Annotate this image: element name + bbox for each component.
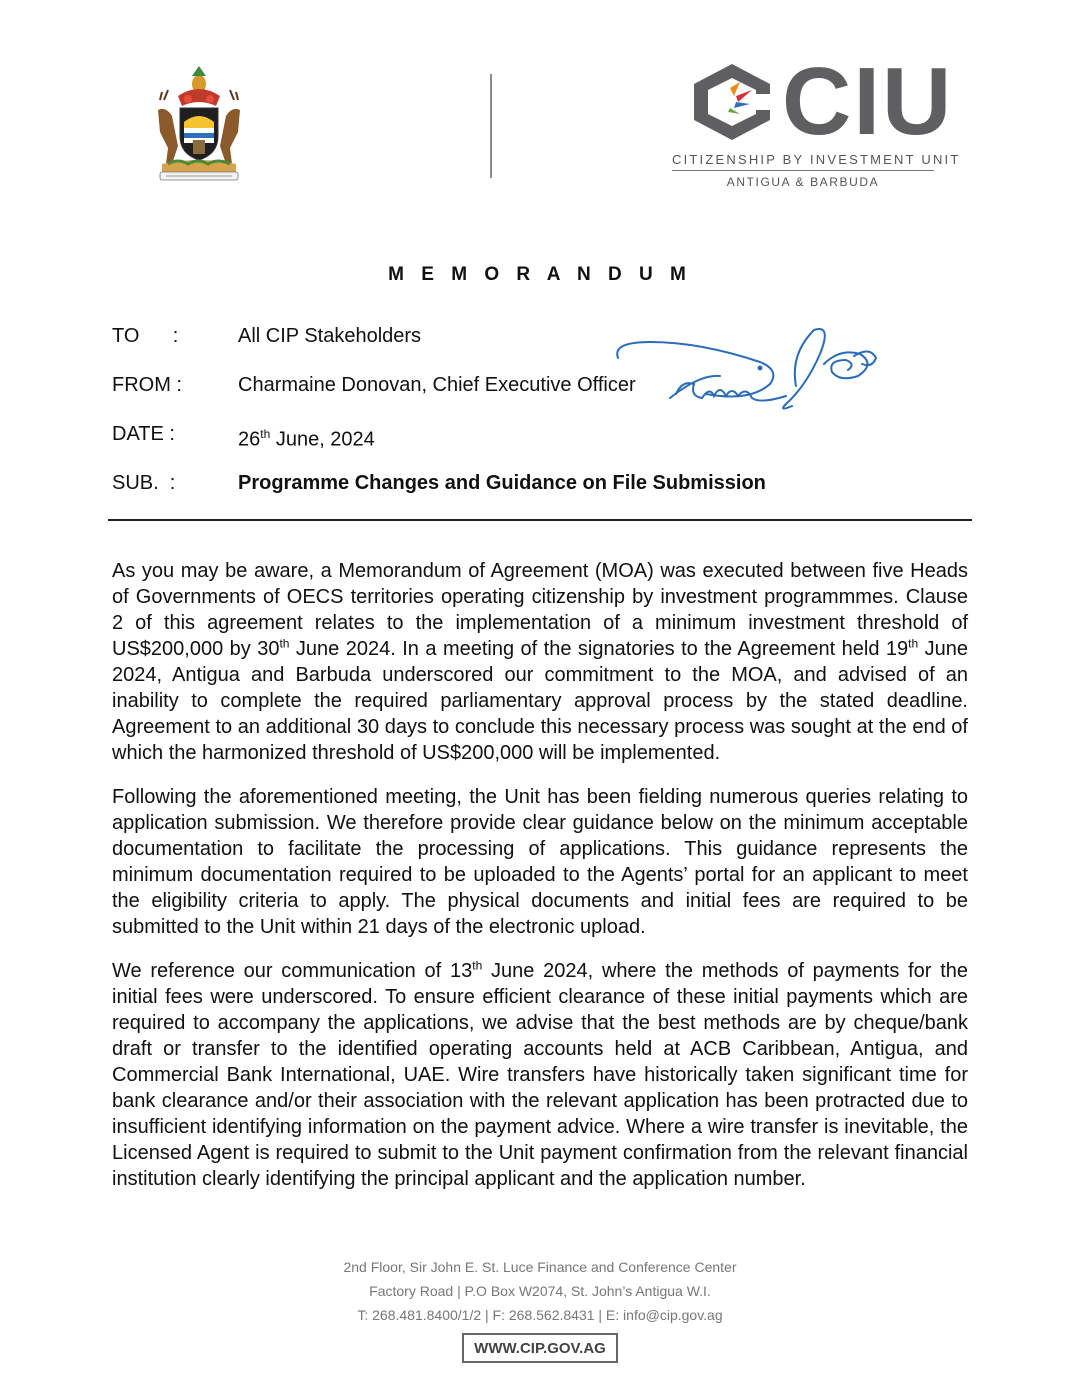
field-date-label: DATE : xyxy=(112,423,175,445)
field-from-label: FROM : xyxy=(112,374,182,396)
org-name-line2: ANTIGUA & BARBUDA xyxy=(726,175,880,189)
header-divider xyxy=(490,74,492,178)
p1-part-b: June 2024. In a meeting of the signatories to the Agreement held 19 xyxy=(289,638,909,660)
p1-part-c: June 2024, Antigua and Barbuda underscored our commitment to the MOA, and advised of an inability to complete the required parliamentary approval process by the stated deadline. Agreement to an additional 30 days to conclude this necessary process was sought at the end of which the harmonized threshold of US$200,000 will be implemented. xyxy=(112,638,968,764)
signature-image xyxy=(610,324,882,414)
field-subject-label: SUB. : xyxy=(112,472,176,494)
field-to-value: All CIP Stakeholders xyxy=(238,325,422,347)
coat-of-arms-icon xyxy=(148,66,250,184)
memo-title: M E M O R A N D U M xyxy=(388,264,692,285)
field-to-label: TO : xyxy=(112,325,179,347)
p1-sup-b: th xyxy=(908,636,919,651)
ciu-hexagon-icon xyxy=(686,62,778,142)
date-day: 26 xyxy=(238,428,261,451)
field-date-value xyxy=(238,422,375,452)
p1-part-a: As you may be aware, a Memorandum of Agreement (MOA) was executed between five Heads of Governments of OECS territories operating citizenship by investment programmmes. Clause 2 of this agreement relates to the implementation of a minimum investment threshold of US$200,000 by 30 xyxy=(112,560,968,660)
date-suffix: th xyxy=(260,427,271,441)
date-rest: June, 2024 xyxy=(270,428,375,451)
ciu-logo-text: CIU xyxy=(782,48,954,155)
p3-sup-a: th xyxy=(472,958,483,973)
website-link[interactable]: WWW.CIP.GOV.AG xyxy=(462,1333,618,1363)
p1-sup-a: th xyxy=(279,636,290,651)
p3-part-a: We reference our communication of 13 xyxy=(112,960,473,982)
p3-part-b: June 2024, where the methods of payments for the initial fees were underscored. To ensure efficient clearance of these initial payments which are required to accompany the applications, we advise that the best methods are by cheque/bank draft or transfer to the identified operating accounts held at ACB Caribbean, Antigua, and Commercial Bank International, UAE. Wire transfers have historically taken significant time for bank clearance and/or their association with the relevant application has been protracted due to insufficient identifying information on the payment advice. Where a wire transfer is inevitable, the Licensed Agent is required to submit to the Unit payment confirmation from the relevant financial institution clearly identifying the principal applicant and the application number. xyxy=(112,960,968,1190)
body-paragraph-1 xyxy=(112,558,968,766)
body-paragraph-2: Following the aforementioned meeting, the Unit has been fielding numerous queries relating to application submission. We therefore provide clear guidance below on the minimum acceptable documentation to facilitate the processing of applications. This guidance represents the minimum documentation required to be uploaded to the Agents’ portal for an applicant to meet the eligibility criteria to apply. The physical documents and initial fees are required to be submitted to the Unit within 21 days of the electronic upload. xyxy=(112,786,968,938)
footer-line2: Factory Road | P.O Box W2074, St. John’s Antigua W.I. xyxy=(369,1283,711,1299)
field-subject-value: Programme Changes and Guidance on File Submission xyxy=(238,472,766,494)
memo-body xyxy=(112,558,968,1210)
footer-address xyxy=(0,1255,1080,1327)
field-from-value: Charmaine Donovan, Chief Executive Officer xyxy=(238,374,636,396)
org-name-line1: CITIZENSHIP BY INVESTMENT UNIT xyxy=(672,152,961,167)
header-rule xyxy=(108,519,972,521)
footer-line1: 2nd Floor, Sir John E. St. Luce Finance and Conference Center xyxy=(343,1259,737,1275)
footer-line3: T: 268.481.8400/1/2 | F: 268.562.8431 | E: info@cip.gov.ag xyxy=(357,1307,723,1323)
body-paragraph-3 xyxy=(112,958,968,1192)
org-name-rule xyxy=(672,170,934,171)
